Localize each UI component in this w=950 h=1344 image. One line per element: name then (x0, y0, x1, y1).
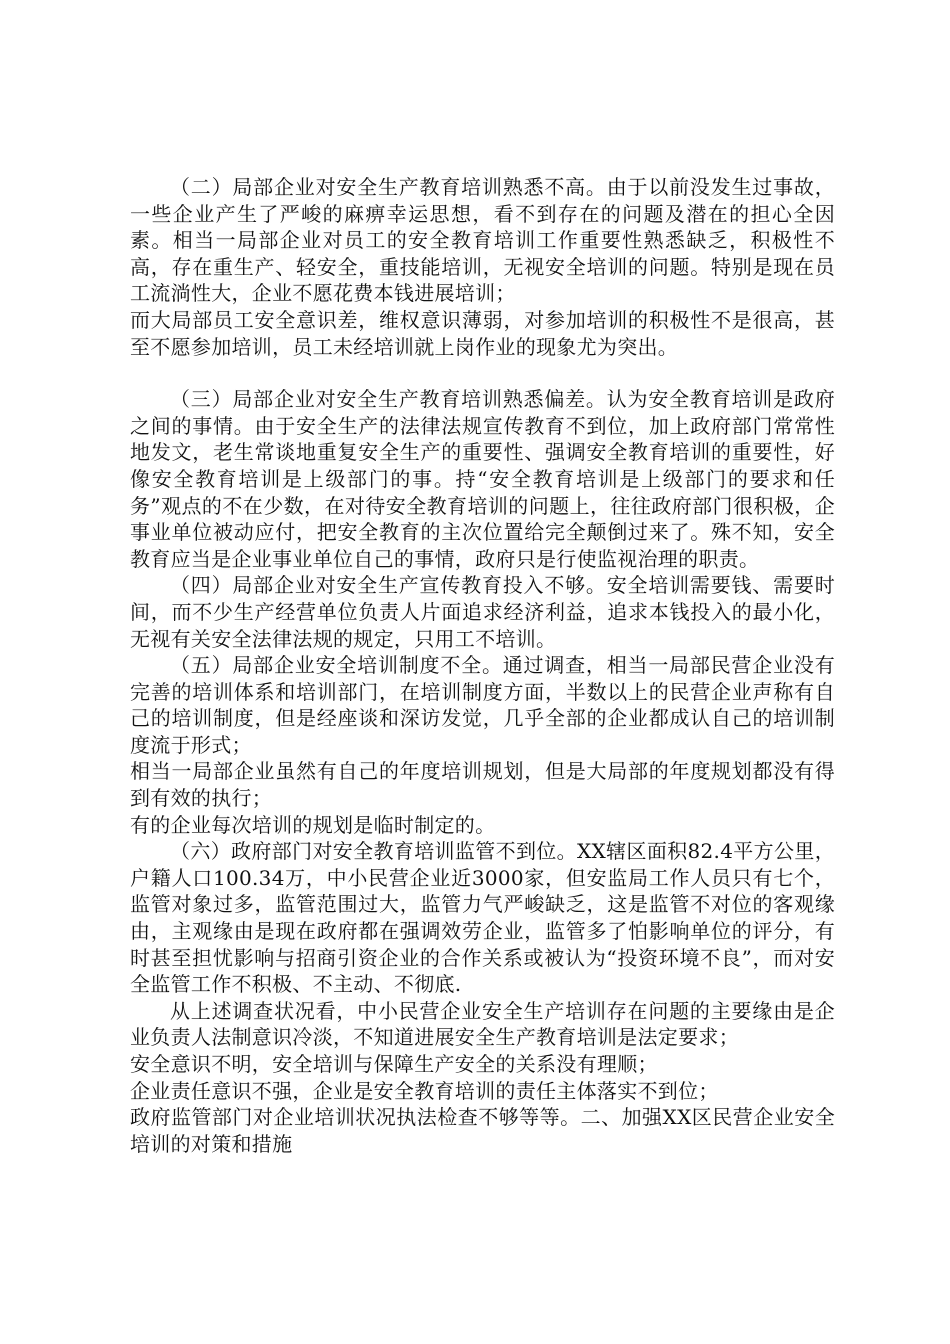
paragraph-4: （四）局部企业对安全生产宣传教育投入不够。安全培训需要钱、需要时间，而不少生产经营单位负责人片面追求经济利益，追求本钱投入的最小化，无视有关安全法律法规的规定，只用工不培训。 (130, 573, 835, 651)
paragraph-summary-continued-c: 政府监管部门对企业培训状况执法检查不够等等。二、加强XX区民营企业安全培训的对策和措施 (130, 1105, 835, 1156)
paragraph-gap (130, 360, 835, 386)
paragraph-2: （二）局部企业对安全生产教育培训熟悉不高。由于以前没发生过事故，一些企业产生了严峻的麻痹幸运思想，看不到存在的问题及潜在的担心全因素。相当一局部企业对员工的安全教育培训工作重要性熟悉缺乏，积极性不高，存在重生产、轻安全，重技能培训，无视安全培训的问题。特别是现在员工流淌性大，企业不愿花费本钱进展培训； (130, 175, 835, 306)
paragraph-2-continued: 而大局部员工安全意识差，维权意识薄弱，对参加培训的积极性不是很高，甚至不愿参加培训，员工未经培训就上岗作业的现象尤为突出。 (130, 307, 835, 359)
paragraph-5-continued-b: 有的企业每次培训的规划是临时制定的。 (130, 812, 496, 837)
paragraph-5: （五）局部企业安全培训制度不全。通过调查，相当一局部民营企业没有完善的培训体系和培训部门，在培训制度方面，半数以上的民营企业声称有自己的培训制度，但是经座谈和深访发觉，几乎全部的企业都成认自己的培训制度流于形式； (130, 653, 835, 757)
paragraph-5-continued-a: 相当一局部企业虽然有自己的年度培训规划，但是大局部的年度规划都没有得到有效的执行； (130, 759, 835, 811)
paragraph-summary-continued-b: 企业责任意识不强，企业是安全教育培训的责任主体落实不到位； (130, 1078, 719, 1103)
paragraph-6: （六）政府部门对安全教育培训监管不到位。XX辖区面积82.4平方公里，户籍人口100.34万，中小民营企业近3000家，但安监局工作人员只有七个，监管对象过多，监管范围过大，监管力气严峻缺乏，这是监管不对位的客观缘由，主观缘由是现在政府都在强调效劳企业，监管多了怕影响单位的评分，有时甚至担忧影响与招商引资企业的合作关系或被认为“投资环境不良”，而对安全监管工作不积极、不主动、不彻底. (130, 839, 835, 997)
paragraph-summary-continued-a: 安全意识不明，安全培训与保障生产安全的关系没有理顺； (130, 1052, 658, 1076)
paragraph-3: （三）局部企业对安全生产教育培训熟悉偏差。认为安全教育培训是政府之间的事情。由于安全生产的法律法规宣传教育不到位，加上政府部门常常性地发文，老生常谈地重复安全生产的重要性、强调安全教育培训的重要性，好像安全教育培训是上级部门的事。持“安全教育培训是上级部门的要求和任务”观点的不在少数，在对待安全教育培训的问题上，往往政府部门很积极，企事业单位被动应付，把安全教育的主次位置给完全颠倒过来了。殊不知，安全教育应当是企业事业单位自己的事情，政府只是行使监视治理的职责。 (130, 387, 835, 571)
document-body (130, 174, 835, 1157)
paragraph-summary: 从上述调查状况看，中小民营企业安全生产培训存在问题的主要缘由是企业负责人法制意识冷淡，不知道进展安全生产教育培训是法定要求； (130, 998, 835, 1050)
